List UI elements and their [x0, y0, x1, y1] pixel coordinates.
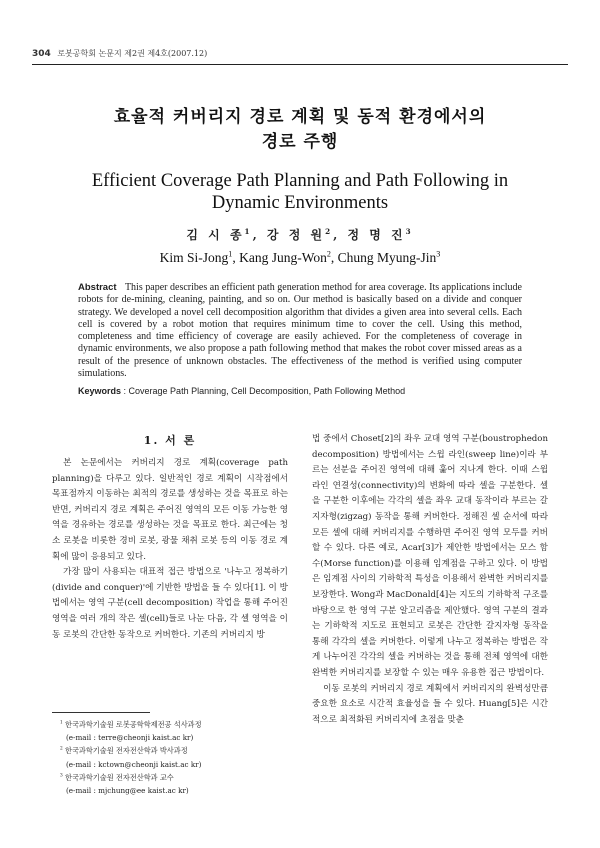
footnote-2	[60, 744, 290, 757]
author-en-3: Chung Myung-Jin	[337, 250, 437, 265]
abstract-label: Abstract	[78, 282, 117, 293]
intro-paragraph-2-continued: 법 중에서 Choset[2]의 좌우 교대 영역 구분(boustrophedon decomposition) 방법에서는 스윕 라인(sweep line)이라 부르는 선분을 주어진 영역에 대해 훑어 지나게 한다. 이때 스윕 라인 연결성(connectivity)의 변화에 따라 셀을 구분한다. 셀을 구분한 이후에는 각각의 셀을 좌우 교대 동작이라 부르는 갈지자형(zigzag) 동작을 통해 커버한다. 정해진 셀 순서에 따라 모든 셀에 대해 커버리지를 수행하면 주어진 영역 모두를 커버할 수 있다. 다른 예로, Acar[3]가 제안한 방법에서는 모스 함수(Morse function)를 이용해 임계점을 구하고 있다. 이 방법은 임계점 사이의 기하학적 특성을 이용해서 완벽한 커버리지를 보장한다. Wong과 MacDonald[4]는 지도의 기하학적 구조를 바탕으로 한 영역 구분 알고리즘을 제안했다. 영역 구분의 결과는 기하학적 지도로 표현되고 로봇은 간단한 갈지자형 동작을 통해 각각의 셀을 커버한다. 이렇게 나누고 정복하는 방법은 작게 나누어진 각각의 셀을 커버하는 것을 통해 전체 영역에 대한 완벽한 커버리지를 보장할 수 있는 매우 유용한 접근 방법이다.	[312, 434, 548, 678]
keywords	[78, 386, 522, 396]
abstract	[78, 282, 522, 380]
running-header	[32, 48, 568, 59]
author-ko-1-affil: 1	[244, 227, 253, 236]
page-number: 304	[32, 49, 51, 59]
korean-title-line-1: 효율적 커버리지 경로 계획 및 동적 환경에서의	[113, 107, 487, 127]
footnote-divider	[52, 712, 150, 713]
footnotes	[60, 718, 290, 797]
author-ko-3: 정 명 진	[347, 228, 406, 242]
intro-paragraph-3: 이동 로봇의 커버리지 경로 계획에서 커버리지의 완벽성만큼 중요한 요소로 시간적 효율성을 들 수 있다. Huang[5]은 시간적으로 최적화된 커버리지에 초점을 맞춘	[312, 683, 548, 725]
author-ko-2-affil: 2	[325, 227, 334, 236]
intro-paragraph-1: 본 논문에서는 커버리지 경로 계획(coverage path planning)을 다루고 있다. 일반적인 경로 계획이 시작점에서 목표점까지 이동하는 최적의 경로를 생성하는 것을 목표로 하는 반면, 커버리지 경로 계획은 주어진 영역의 모든 이동 가능한 영역을 경유하는 경로를 생성하는 것을 목표로 한다. 최근에는 청소 로봇을 비롯한 경비 로봇, 광물 채취 로봇 등의 이동 경로 계획에 많이 응용되고 있다.	[52, 458, 288, 562]
english-title-line-2: Dynamic Environments	[211, 193, 389, 213]
footnote-1-affiliation: 한국과학기술원 로봇공학학제전공 석사과정	[65, 720, 202, 729]
footnote-3-affiliation: 한국과학기술원 전자전산학과 교수	[65, 772, 174, 782]
author-ko-3-affil: 3	[405, 227, 414, 236]
author-en-2-affil: 2	[326, 249, 331, 259]
keywords-text: : Coverage Path Planning, Cell Decomposition, Path Following Method	[123, 386, 406, 396]
english-author-list: Kim Si-Jong$^1$, Kang Jung-Won$^2$, Chung Myung-Jin$^3$	[159, 249, 441, 265]
author-ko-1: 김 시 종	[186, 228, 245, 242]
section-heading-introduction: 1. 서 론	[143, 434, 197, 447]
footnote-1	[60, 718, 290, 731]
author-en-3-affil: 3	[436, 249, 441, 259]
footnote-2-marker: 2	[60, 747, 63, 753]
journal-citation: 로봇공학회 논문지 제2권 제4호(2007.12)	[57, 49, 208, 58]
author-en-2: Kang Jung-Won	[239, 250, 327, 265]
footnote-2-affiliation: 한국과학기술원 전자전산학과 박사과정	[65, 746, 188, 756]
keywords-label: Keywords	[78, 386, 122, 396]
footnote-2-email: (e-mail : kctown@cheonji kaist.ac kr)	[66, 759, 202, 769]
footnote-3-email: (e-mail : mjchung@ee kaist.ac kr)	[66, 786, 189, 796]
header-divider	[32, 64, 568, 65]
footnote-3-marker: 3	[60, 773, 63, 779]
author-en-1: Kim Si-Jong	[159, 250, 229, 265]
author-ko-2: 강 정 원	[266, 228, 326, 242]
left-column-body	[52, 456, 288, 643]
right-column-body	[312, 432, 548, 728]
korean-author-list: 김 시 종$^1$, 강 정 원$^2$, 정 명 진$^3$	[186, 227, 414, 242]
abstract-text: This paper describes an efficient path generation method for area coverage. Its applications include robots for de-mining, cleaning, painting, and so on. Our method is basically based on a divide and conquer strategy. We developed a novel cell decomposition algorithm that divides a given area into several cells. Each cell is covered by a robot motion that requires minimum time to cover the cell. Using this method, completeness and time efficiency of coverage are easily achieved. For the completeness of coverage in dynamic environments, we also propose a path following method that makes the robot cover missed areas as a result of the presence of unknown obstacles. The effectiveness of the method is verified using computer simulations.	[78, 282, 522, 380]
footnote-1-email: (e-mail : terre@cheonji kaist.ac kr)	[66, 733, 194, 743]
intro-paragraph-2: 가장 많이 사용되는 대표적 접근 방법으로 '나누고 정복하기(divide and conquer)'에 기반한 방법을 들 수 있다[1]. 이 방법에서는 영역 구분(cell decomposition) 작업을 통해 주어진 영역을 여러 개의 작은 셀(cell)들로 나눈 다음, 각 셀 영역을 이동 로봇의 간단한 동작으로 커버한다. 기존의 커버리지 방	[52, 567, 288, 640]
korean-title-line-2: 경로 주행	[261, 132, 339, 152]
footnote-1-marker: 1	[60, 720, 63, 726]
english-title-line-1: Efficient Coverage Path Planning and Path Following in	[91, 171, 509, 191]
author-en-1-affil: 1	[228, 249, 233, 259]
footnote-3	[60, 771, 290, 784]
